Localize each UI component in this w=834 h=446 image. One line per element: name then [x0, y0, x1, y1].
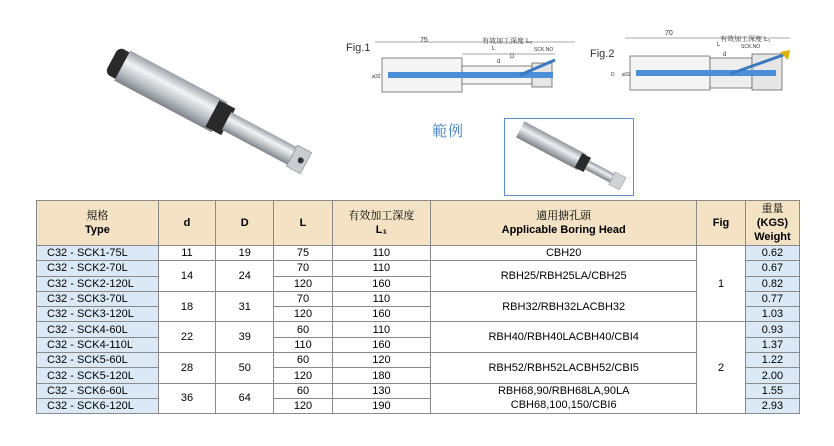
header-D: D	[216, 201, 274, 246]
cell-weight: 1.55	[745, 383, 799, 398]
cell-weight: 0.67	[745, 261, 799, 276]
cell-D: 31	[216, 291, 274, 322]
table-row	[37, 322, 800, 337]
header-type	[37, 201, 159, 246]
header-head	[431, 201, 697, 246]
header-head-en: Applicable Boring Head	[501, 224, 626, 236]
header-weight-zh: 重量	[761, 203, 784, 215]
cell-d: 28	[158, 353, 215, 384]
cell-L1: 190	[332, 398, 431, 413]
fig2-d: d	[723, 52, 727, 58]
cell-L: 60	[274, 383, 332, 398]
product-photo	[90, 40, 340, 200]
cell-weight: 1.03	[745, 307, 799, 322]
cell-L: 70	[274, 261, 332, 276]
cell-type: C32 - SCK6-60L	[37, 383, 159, 398]
fig1-L: L	[492, 46, 496, 52]
cell-weight: 2.00	[745, 368, 799, 383]
header-type-en: Type	[85, 224, 110, 236]
fig2-D: D	[611, 72, 615, 78]
cell-L1: 160	[332, 307, 431, 322]
fig1-label: Fig.1	[346, 42, 371, 54]
header-weight-en: Weight	[754, 231, 791, 243]
cell-D: 64	[216, 383, 274, 414]
fig2-depth-label: 有效加工深度 L₁	[720, 36, 771, 43]
cell-L: 120	[274, 276, 332, 291]
cell-D: 39	[216, 322, 274, 353]
cell-type: C32 - SCK5-60L	[37, 353, 159, 368]
fig2-phi: ø32	[622, 72, 631, 78]
cell-L: 70	[274, 291, 332, 306]
cell-weight: 0.62	[745, 246, 799, 261]
fig2-label: Fig.2	[590, 48, 615, 60]
fig2-L: L	[717, 42, 721, 48]
cell-L: 60	[274, 353, 332, 368]
cell-head: CBH20	[431, 246, 697, 261]
cell-type: C32 - SCK4-110L	[37, 337, 159, 352]
cell-d: 14	[158, 261, 215, 292]
cell-L1: 160	[332, 276, 431, 291]
header-head-zh: 適用搪孔頭	[536, 210, 592, 222]
header-L: L	[274, 201, 332, 246]
cell-type: C32 - SCK6-120L	[37, 398, 159, 413]
cell-weight: 1.37	[745, 337, 799, 352]
cell-head-line2: CBH68,100,150/CBI6	[510, 399, 617, 412]
cell-L1: 110	[332, 261, 431, 276]
cell-d: 11	[158, 246, 215, 261]
header-type-zh: 規格	[86, 210, 109, 222]
fig1-drawing	[370, 30, 580, 100]
spec-table	[36, 200, 800, 414]
fig1-dim-75: 75	[420, 37, 428, 44]
cell-type: C32 - SCK1-75L	[37, 246, 159, 261]
table-row	[37, 383, 800, 398]
table-row	[37, 291, 800, 306]
cell-d: 18	[158, 291, 215, 322]
cell-head: RBH25/RBH25LA/CBH25	[431, 261, 697, 292]
cell-weight: 0.93	[745, 322, 799, 337]
cell-D: 50	[216, 353, 274, 384]
cell-weight: 0.77	[745, 291, 799, 306]
header-depth	[332, 201, 431, 246]
cell-L1: 130	[332, 383, 431, 398]
example-photo	[505, 119, 633, 195]
header-depth-en: L₁	[375, 224, 388, 236]
cell-L: 120	[274, 398, 332, 413]
cell-weight: 0.82	[745, 276, 799, 291]
cell-L1: 110	[332, 246, 431, 261]
cell-head: RBH52/RBH52LACBH52/CBI5	[431, 353, 697, 384]
cell-L1: 120	[332, 353, 431, 368]
cell-L: 120	[274, 368, 332, 383]
table-header-row	[37, 201, 800, 246]
table-row	[37, 246, 800, 261]
cell-weight: 1.22	[745, 353, 799, 368]
cell-weight: 2.93	[745, 398, 799, 413]
cell-type: C32 - SCK4-60L	[37, 322, 159, 337]
cell-d: 36	[158, 383, 215, 414]
cell-D: 24	[216, 261, 274, 292]
header-d: d	[158, 201, 215, 246]
cell-type: C32 - SCK3-70L	[37, 291, 159, 306]
example-label: 範例	[432, 123, 465, 140]
cell-head: RBH40/RBH40LACBH40/CBI4	[431, 322, 697, 353]
header-weight	[745, 201, 799, 246]
header-weight-unit: (KGS)	[756, 217, 789, 229]
fig1-D: D	[510, 54, 515, 60]
cell-head-line1: RBH68,90/RBH68LA,90LA	[497, 385, 630, 398]
fig2-dim-70: 70	[665, 30, 673, 37]
fig1-phi: ø32	[372, 74, 381, 80]
header-fig: Fig	[697, 201, 746, 246]
cell-L: 110	[274, 337, 332, 352]
cell-type: C32 - SCK5-120L	[37, 368, 159, 383]
fig2-sck: SCK.NO	[741, 44, 761, 50]
header-depth-zh: 有效加工深度	[348, 210, 415, 222]
cell-head: RBH32/RBH32LACBH32	[431, 291, 697, 322]
cell-L1: 110	[332, 291, 431, 306]
cell-L: 60	[274, 322, 332, 337]
cell-type: C32 - SCK3-120L	[37, 307, 159, 322]
cell-type: C32 - SCK2-120L	[37, 276, 159, 291]
cell-D: 19	[216, 246, 274, 261]
cell-fig: 2	[697, 322, 746, 414]
cell-L: 75	[274, 246, 332, 261]
cell-type: C32 - SCK2-70L	[37, 261, 159, 276]
cell-L1: 160	[332, 337, 431, 352]
cell-L: 120	[274, 307, 332, 322]
cell-L1: 180	[332, 368, 431, 383]
cell-d: 22	[158, 322, 215, 353]
table-row	[37, 353, 800, 368]
fig1-d: d	[497, 59, 501, 65]
cell-fig: 1	[697, 246, 746, 322]
cell-head	[431, 383, 697, 414]
example-photo-frame	[504, 118, 634, 196]
fig1-sck: SCK.NO	[534, 47, 554, 53]
table-row	[37, 261, 800, 276]
cell-L1: 110	[332, 322, 431, 337]
fig1-depth-label: 有效加工深度 L₁	[482, 38, 533, 45]
